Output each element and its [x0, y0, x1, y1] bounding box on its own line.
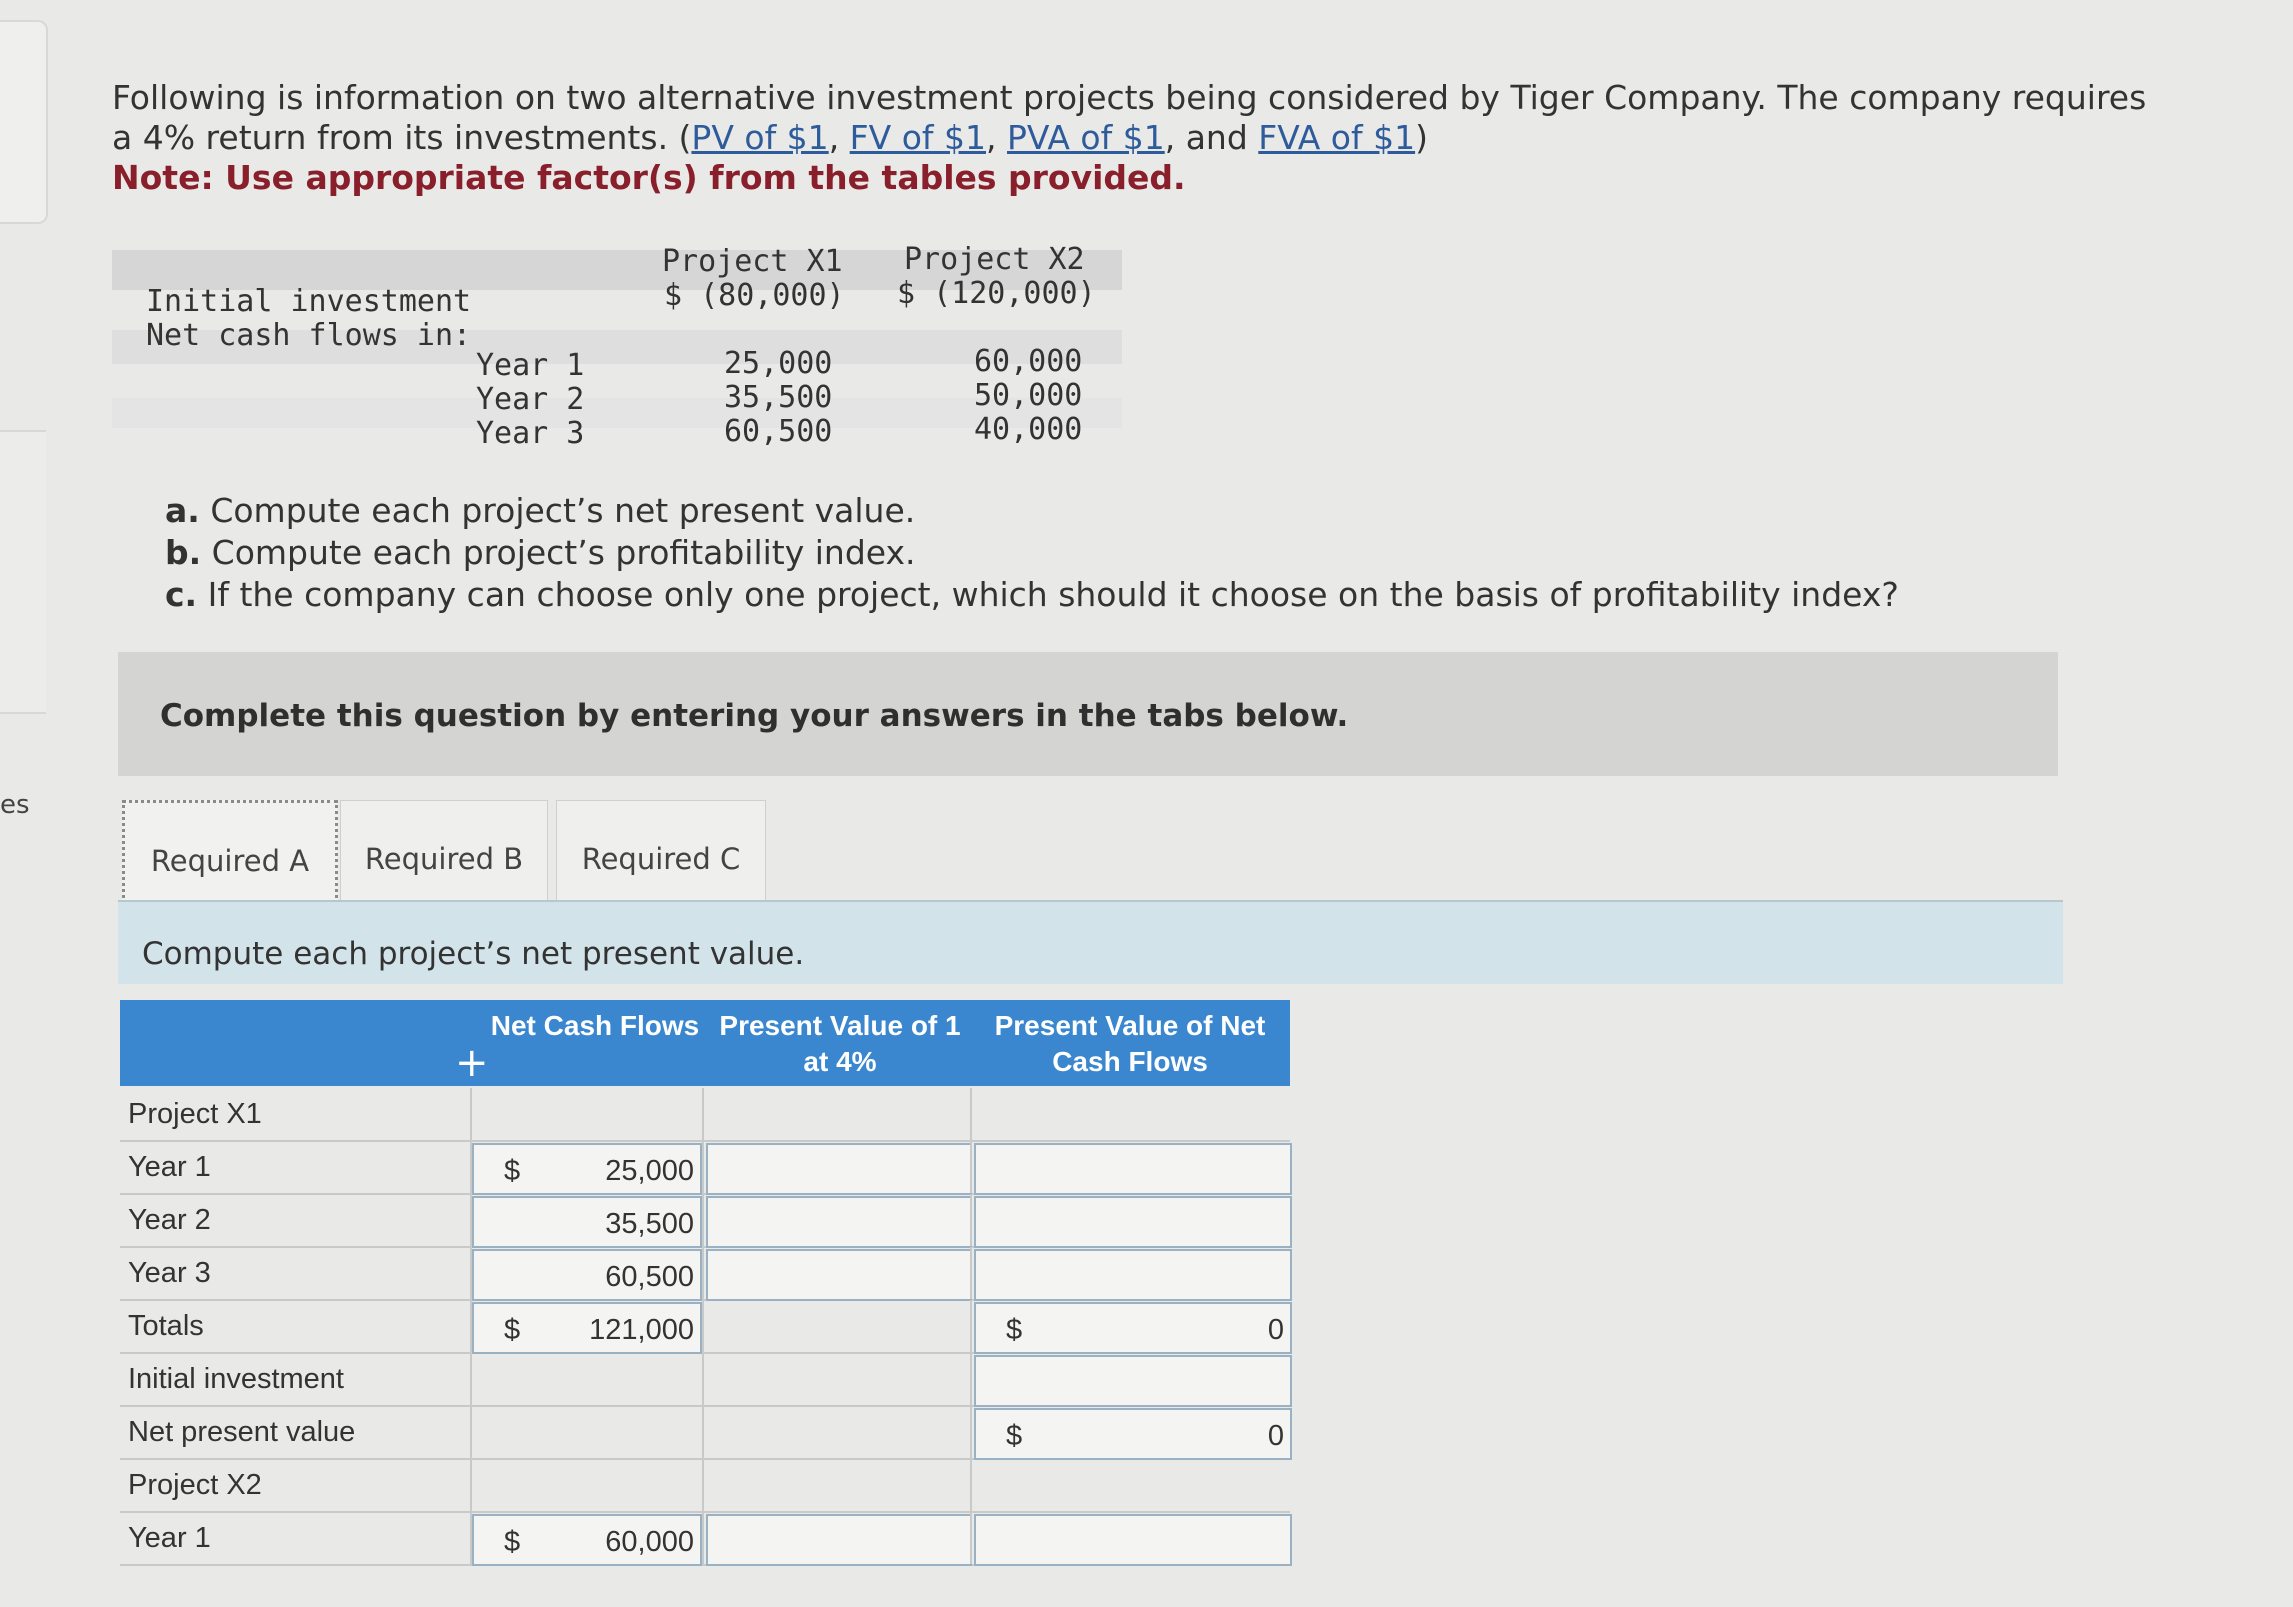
x2-initial: $ (120,000)	[897, 276, 1096, 311]
pv-factor-cell	[702, 1459, 972, 1511]
row-label: Year 1	[128, 1151, 211, 1183]
problem-intro	[112, 78, 2162, 198]
x2-year3: 40,000	[974, 412, 1083, 447]
pv-value: 0	[1267, 1314, 1284, 1346]
header-pv-of-1: Present Value of 1 at 4%	[719, 1010, 961, 1077]
link-fva-of-1[interactable]: FVA of $1	[1258, 118, 1416, 157]
pv-factor-cell	[702, 1353, 972, 1405]
table-row	[120, 1141, 1290, 1195]
plus-icon[interactable]: +	[455, 1040, 489, 1086]
tab-required-a[interactable]: Required A	[122, 800, 338, 922]
row-label-year2: Year 2	[476, 382, 585, 417]
net-cash-flow-cell	[470, 1088, 704, 1140]
net-cash-flow-cell	[470, 1512, 704, 1564]
question-letter: a.	[165, 491, 200, 530]
net-cash-flow-cell	[470, 1141, 704, 1193]
row-label-year1: Year 1	[476, 348, 585, 383]
pv-input[interactable]	[974, 1408, 1292, 1460]
row-band	[112, 398, 1122, 428]
pv-input[interactable]	[974, 1143, 1292, 1195]
x1-year1: 25,000	[724, 346, 833, 381]
note-text: Note: Use appropriate factor(s) from the tables provided.	[112, 158, 1186, 197]
x1-initial: $ (80,000)	[664, 278, 845, 313]
net-cash-flow-cell	[470, 1459, 704, 1511]
table-row	[120, 1353, 1290, 1407]
project-data-table	[112, 238, 1122, 451]
question-text: Compute each project’s net present value.	[210, 491, 916, 530]
row-label: Initial investment	[128, 1363, 344, 1395]
side-panel-edge	[0, 20, 48, 224]
question-text: Compute each project’s profitability index.	[211, 533, 916, 572]
dollar-sign: $	[1006, 1314, 1023, 1346]
row-label-year3: Year 3	[476, 416, 585, 451]
link-separator: , and	[1164, 118, 1259, 157]
net-cash-flow-value: 60,000	[605, 1526, 694, 1558]
pv-factor-cell	[702, 1247, 972, 1299]
net-cash-flow-value: 60,500	[605, 1261, 694, 1293]
row-label: Totals	[128, 1310, 204, 1342]
pv-input[interactable]	[974, 1355, 1292, 1407]
link-close: )	[1415, 118, 1428, 157]
instructions-text: Complete this question by entering your answers in the tabs below.	[160, 698, 1349, 734]
link-fv-of-1[interactable]: FV of $1	[849, 118, 987, 157]
header-pv-net-cash-flows: Present Value of Net Cash Flows	[994, 1010, 1266, 1077]
pv-cell	[970, 1512, 1292, 1564]
npv-answer-table	[120, 1000, 1300, 1570]
pv-factor-cell	[702, 1194, 972, 1246]
net-cash-flow-input[interactable]	[472, 1143, 702, 1195]
instructions-box	[118, 652, 2058, 776]
pv-input[interactable]	[974, 1514, 1292, 1566]
link-pva-of-1[interactable]: PVA of $1	[1007, 118, 1165, 157]
table-row	[120, 1406, 1290, 1460]
row-label: Year 3	[128, 1257, 211, 1289]
x2-year2: 50,000	[974, 378, 1083, 413]
pv-cell	[970, 1300, 1292, 1352]
tab-required-b[interactable]: Required B	[340, 800, 548, 918]
question-list	[165, 490, 1899, 616]
table-row	[120, 1512, 1290, 1566]
question-letter: c.	[165, 575, 198, 614]
pv-cell	[970, 1194, 1292, 1246]
intro-text: Following is information on two alternative investment projects being considered by Tiger Company. The company requires a 4% return from its investments. (	[112, 78, 2147, 157]
side-label: es	[0, 790, 30, 820]
net-cash-flow-input[interactable]	[472, 1302, 702, 1354]
pv-factor-input[interactable]	[706, 1514, 972, 1566]
pv-input[interactable]	[974, 1302, 1292, 1354]
dollar-sign: $	[1006, 1420, 1023, 1452]
dollar-sign: $	[504, 1314, 521, 1346]
table-row	[120, 1300, 1290, 1354]
question-a	[165, 490, 1899, 532]
pv-cell	[970, 1406, 1292, 1458]
link-separator: ,	[828, 118, 850, 157]
side-panel-edge-lower	[0, 430, 46, 714]
net-cash-flow-cell	[470, 1247, 704, 1299]
question-b	[165, 532, 1899, 574]
x1-year2: 35,500	[724, 380, 833, 415]
row-label: Year 2	[128, 1204, 211, 1236]
net-cash-flow-input[interactable]	[472, 1196, 702, 1248]
pv-cell	[970, 1141, 1292, 1193]
row-label-initial: Initial investment	[146, 284, 472, 319]
pv-factor-cell	[702, 1300, 972, 1352]
net-cash-flow-cell	[470, 1194, 704, 1246]
pv-factor-input[interactable]	[706, 1143, 972, 1195]
net-cash-flow-cell	[470, 1406, 704, 1458]
row-label: Net present value	[128, 1416, 356, 1448]
pv-cell	[970, 1459, 1292, 1511]
question-text: If the company can choose only one project, which should it choose on the basis of profitability index?	[207, 575, 1899, 614]
row-label: Project X2	[128, 1469, 262, 1501]
net-cash-flow-input[interactable]	[472, 1514, 702, 1566]
row-label: Project X1	[128, 1098, 262, 1130]
x1-year3: 60,500	[724, 414, 833, 449]
col-header-x2: Project X2	[904, 242, 1085, 277]
col-header-x1: Project X1	[662, 244, 843, 279]
net-cash-flow-cell	[470, 1300, 704, 1352]
prompt-text: Compute each project’s net present value.	[142, 936, 805, 972]
row-label: Year 1	[128, 1522, 211, 1554]
pv-factor-input[interactable]	[706, 1196, 972, 1248]
net-cash-flow-value: 121,000	[589, 1314, 694, 1346]
table-row	[120, 1088, 1290, 1142]
tab-prompt	[118, 902, 2063, 984]
table-row	[120, 1194, 1290, 1248]
dollar-sign: $	[504, 1155, 521, 1187]
pv-factor-cell	[702, 1512, 972, 1564]
net-cash-flow-input[interactable]	[472, 1249, 702, 1301]
pv-input[interactable]	[974, 1196, 1292, 1248]
link-pv-of-1[interactable]: PV of $1	[691, 118, 829, 157]
answer-table-header	[120, 1000, 1290, 1086]
question-letter: b.	[165, 533, 202, 572]
dollar-sign: $	[504, 1526, 521, 1558]
table-row	[120, 1247, 1290, 1301]
x2-year1: 60,000	[974, 344, 1083, 379]
net-cash-flow-value: 25,000	[605, 1155, 694, 1187]
pv-cell	[970, 1247, 1292, 1299]
pv-factor-cell	[702, 1406, 972, 1458]
pv-value: 0	[1267, 1420, 1284, 1452]
table-row	[120, 1459, 1290, 1513]
pv-factor-cell	[702, 1141, 972, 1193]
pv-cell	[970, 1088, 1292, 1140]
link-separator: ,	[986, 118, 1007, 157]
header-net-cash-flows: Net Cash Flows	[490, 1010, 700, 1041]
net-cash-flow-cell	[470, 1353, 704, 1405]
pv-factor-cell	[702, 1088, 972, 1140]
pv-factor-input[interactable]	[706, 1249, 972, 1301]
question-c	[165, 574, 1899, 616]
tab-required-c[interactable]: Required C	[556, 800, 766, 918]
net-cash-flow-value: 35,500	[605, 1208, 694, 1240]
pv-cell	[970, 1353, 1292, 1405]
row-label-netcash: Net cash flows in:	[146, 318, 472, 353]
pv-input[interactable]	[974, 1249, 1292, 1301]
